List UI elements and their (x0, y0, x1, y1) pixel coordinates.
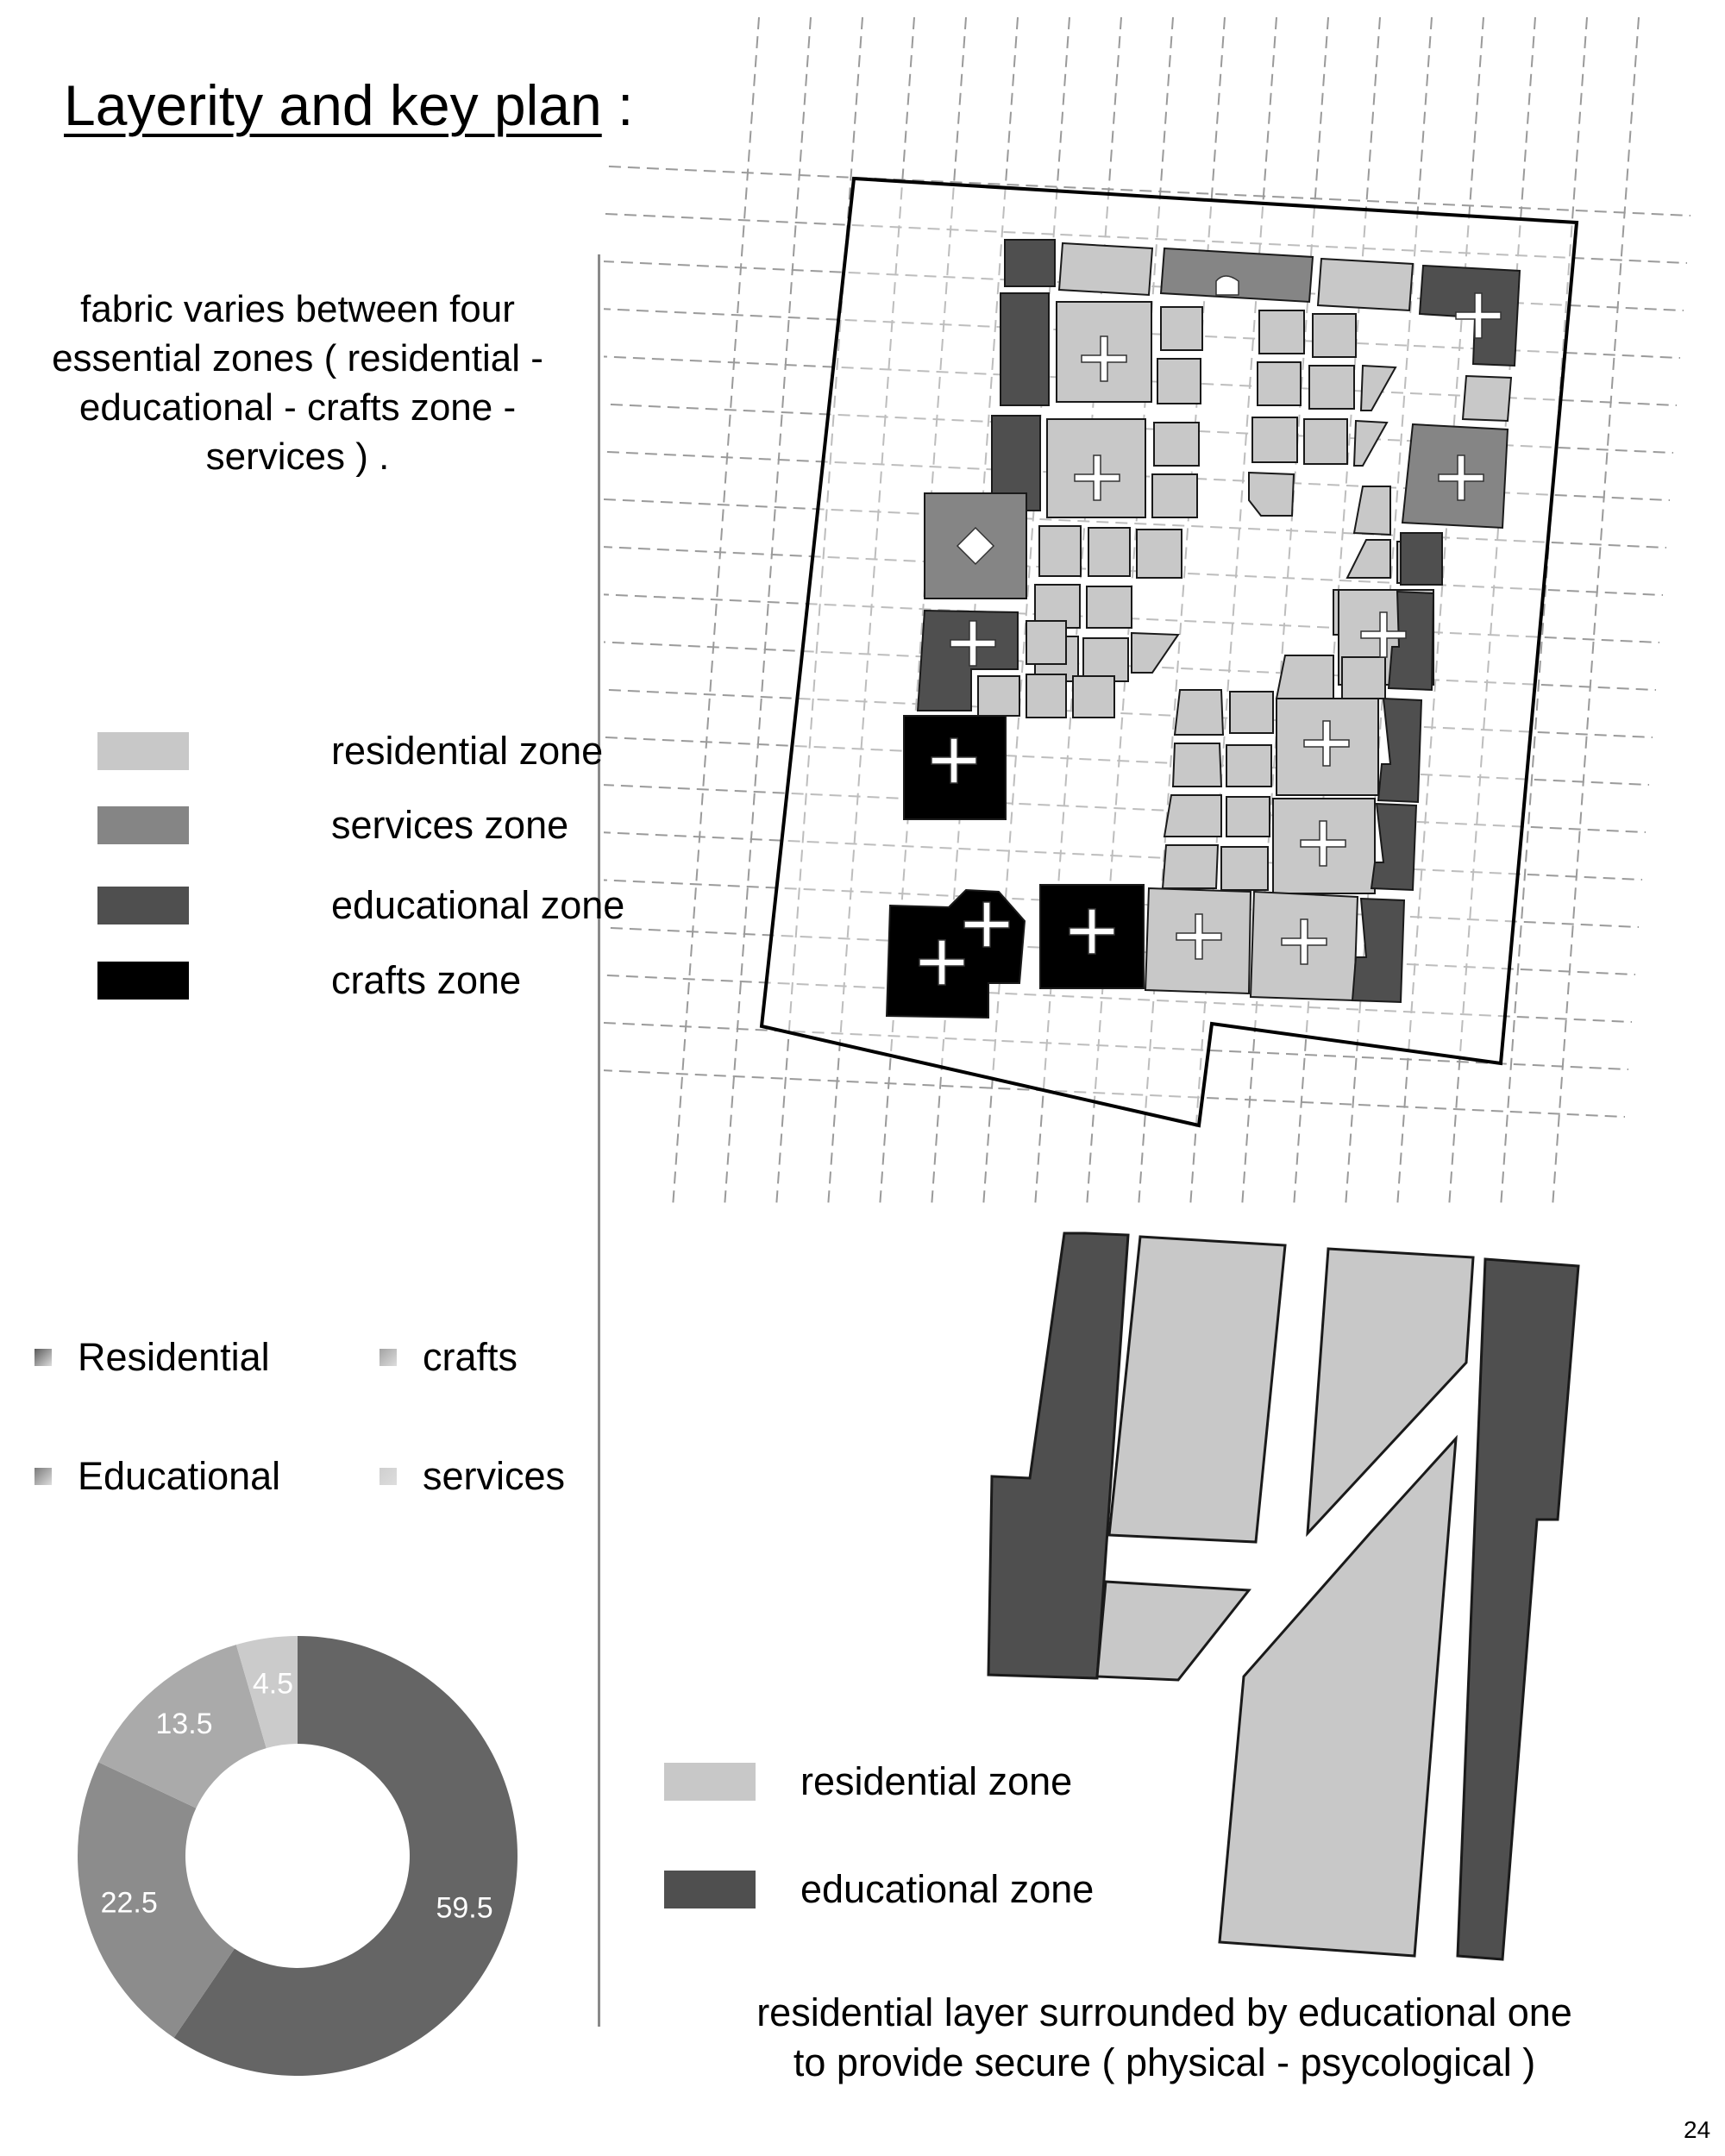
residential-block (1221, 847, 1268, 890)
legend-swatch (97, 962, 189, 1000)
legend-item-crafts (97, 959, 521, 1002)
caption-line: to provide secure ( physical - psycological ) (793, 2040, 1536, 2084)
chart-legend-educational (34, 1454, 280, 1499)
educational-block (1000, 293, 1049, 405)
residential-block (1173, 743, 1221, 787)
residential-block (1083, 638, 1128, 681)
chart-legend-services (380, 1454, 565, 1499)
key-plan (601, 17, 1725, 1216)
residential-block (1157, 359, 1201, 404)
residential-block (1026, 674, 1066, 718)
intro-line: educational - crafts zone - (78, 386, 517, 429)
legend-swatch (664, 1871, 756, 1908)
residential-block (1026, 621, 1066, 664)
legend-label: crafts zone (331, 958, 522, 1002)
residential-block (1309, 366, 1354, 409)
residential-block (1342, 657, 1385, 699)
residential-block (1073, 676, 1114, 718)
chart-legend-swatch (380, 1349, 397, 1366)
residential-block (1276, 655, 1333, 699)
donut-label: 59.5 (436, 1891, 493, 1925)
legend-swatch (97, 887, 189, 924)
donut-label: 13.5 (155, 1708, 213, 1741)
legend-label: educational zone (800, 1867, 1095, 1911)
residential-block (1152, 474, 1197, 517)
intro-text (17, 285, 578, 481)
residential-block (1226, 745, 1271, 787)
chart-legend-label: services (423, 1454, 566, 1498)
chart-legend-swatch (380, 1468, 397, 1485)
page-number: 24 (1684, 2116, 1711, 2143)
chart-legend-swatch (34, 1349, 52, 1366)
courtyard-arch (1216, 276, 1239, 295)
legend-label: services zone (331, 803, 569, 847)
caption-line: residential layer surrounded by educational one (756, 1990, 1572, 2034)
legend-swatch (664, 1763, 756, 1801)
residential-block (1463, 376, 1511, 421)
layer-caption (656, 1988, 1673, 2088)
donut-label: 4.5 (252, 1667, 294, 1701)
residential-block (1154, 423, 1199, 466)
donut-label: 22.5 (100, 1886, 158, 1920)
legend-swatch (97, 732, 189, 770)
educational-block (1401, 533, 1442, 585)
vertical-divider (598, 254, 600, 2027)
chart-legend-label: Educational (78, 1454, 281, 1498)
page-title (64, 67, 633, 143)
residential-block (1087, 586, 1132, 628)
educational-block (1005, 240, 1055, 286)
chart-legend-crafts (380, 1335, 518, 1380)
residential-layer-top-left (1109, 1237, 1285, 1542)
legend-label: residential zone (800, 1759, 1073, 1803)
residential-block (1304, 419, 1347, 464)
legend-item-educational (97, 884, 624, 927)
page-title-text: Layerity and key plan (64, 73, 602, 137)
layer-legend-educational (664, 1868, 1094, 1911)
educational-layer-right (1458, 1259, 1578, 1959)
donut-chart (52, 1621, 535, 2104)
chart-legend-label: Residential (78, 1335, 270, 1379)
residential-block (1252, 417, 1297, 462)
legend-label: educational zone (331, 883, 625, 927)
residential-block (1059, 243, 1152, 295)
residential-block (1161, 307, 1202, 350)
page-title-suffix: : (601, 73, 634, 137)
legend-item-residential (97, 730, 603, 773)
chart-legend-residential (34, 1335, 270, 1380)
residential-block (1164, 795, 1221, 837)
intro-line: services ) . (205, 436, 390, 478)
residential-block (1249, 473, 1294, 516)
layer-legend-residential (664, 1760, 1072, 1803)
residential-block (1137, 530, 1182, 578)
intro-line: essential zones ( residential - (52, 337, 543, 379)
residential-block (1258, 362, 1301, 405)
chart-legend-swatch (34, 1468, 52, 1485)
layer-diagram (975, 1216, 1587, 1975)
residential-block (1175, 690, 1223, 735)
residential-block (1259, 310, 1304, 354)
residential-block (1318, 259, 1413, 310)
legend-swatch (97, 806, 189, 844)
legend-item-services (97, 804, 568, 847)
residential-block (1039, 526, 1081, 576)
legend-label: residential zone (331, 729, 604, 773)
residential-block (1226, 797, 1270, 837)
intro-line: fabric varies between four (80, 288, 515, 330)
residential-block (1088, 528, 1130, 576)
residential-block (1230, 692, 1273, 733)
residential-layer-small (1097, 1582, 1249, 1680)
chart-legend-label: crafts (423, 1335, 518, 1379)
residential-block (978, 676, 1019, 716)
residential-block (1163, 845, 1218, 888)
residential-block (1313, 314, 1356, 357)
